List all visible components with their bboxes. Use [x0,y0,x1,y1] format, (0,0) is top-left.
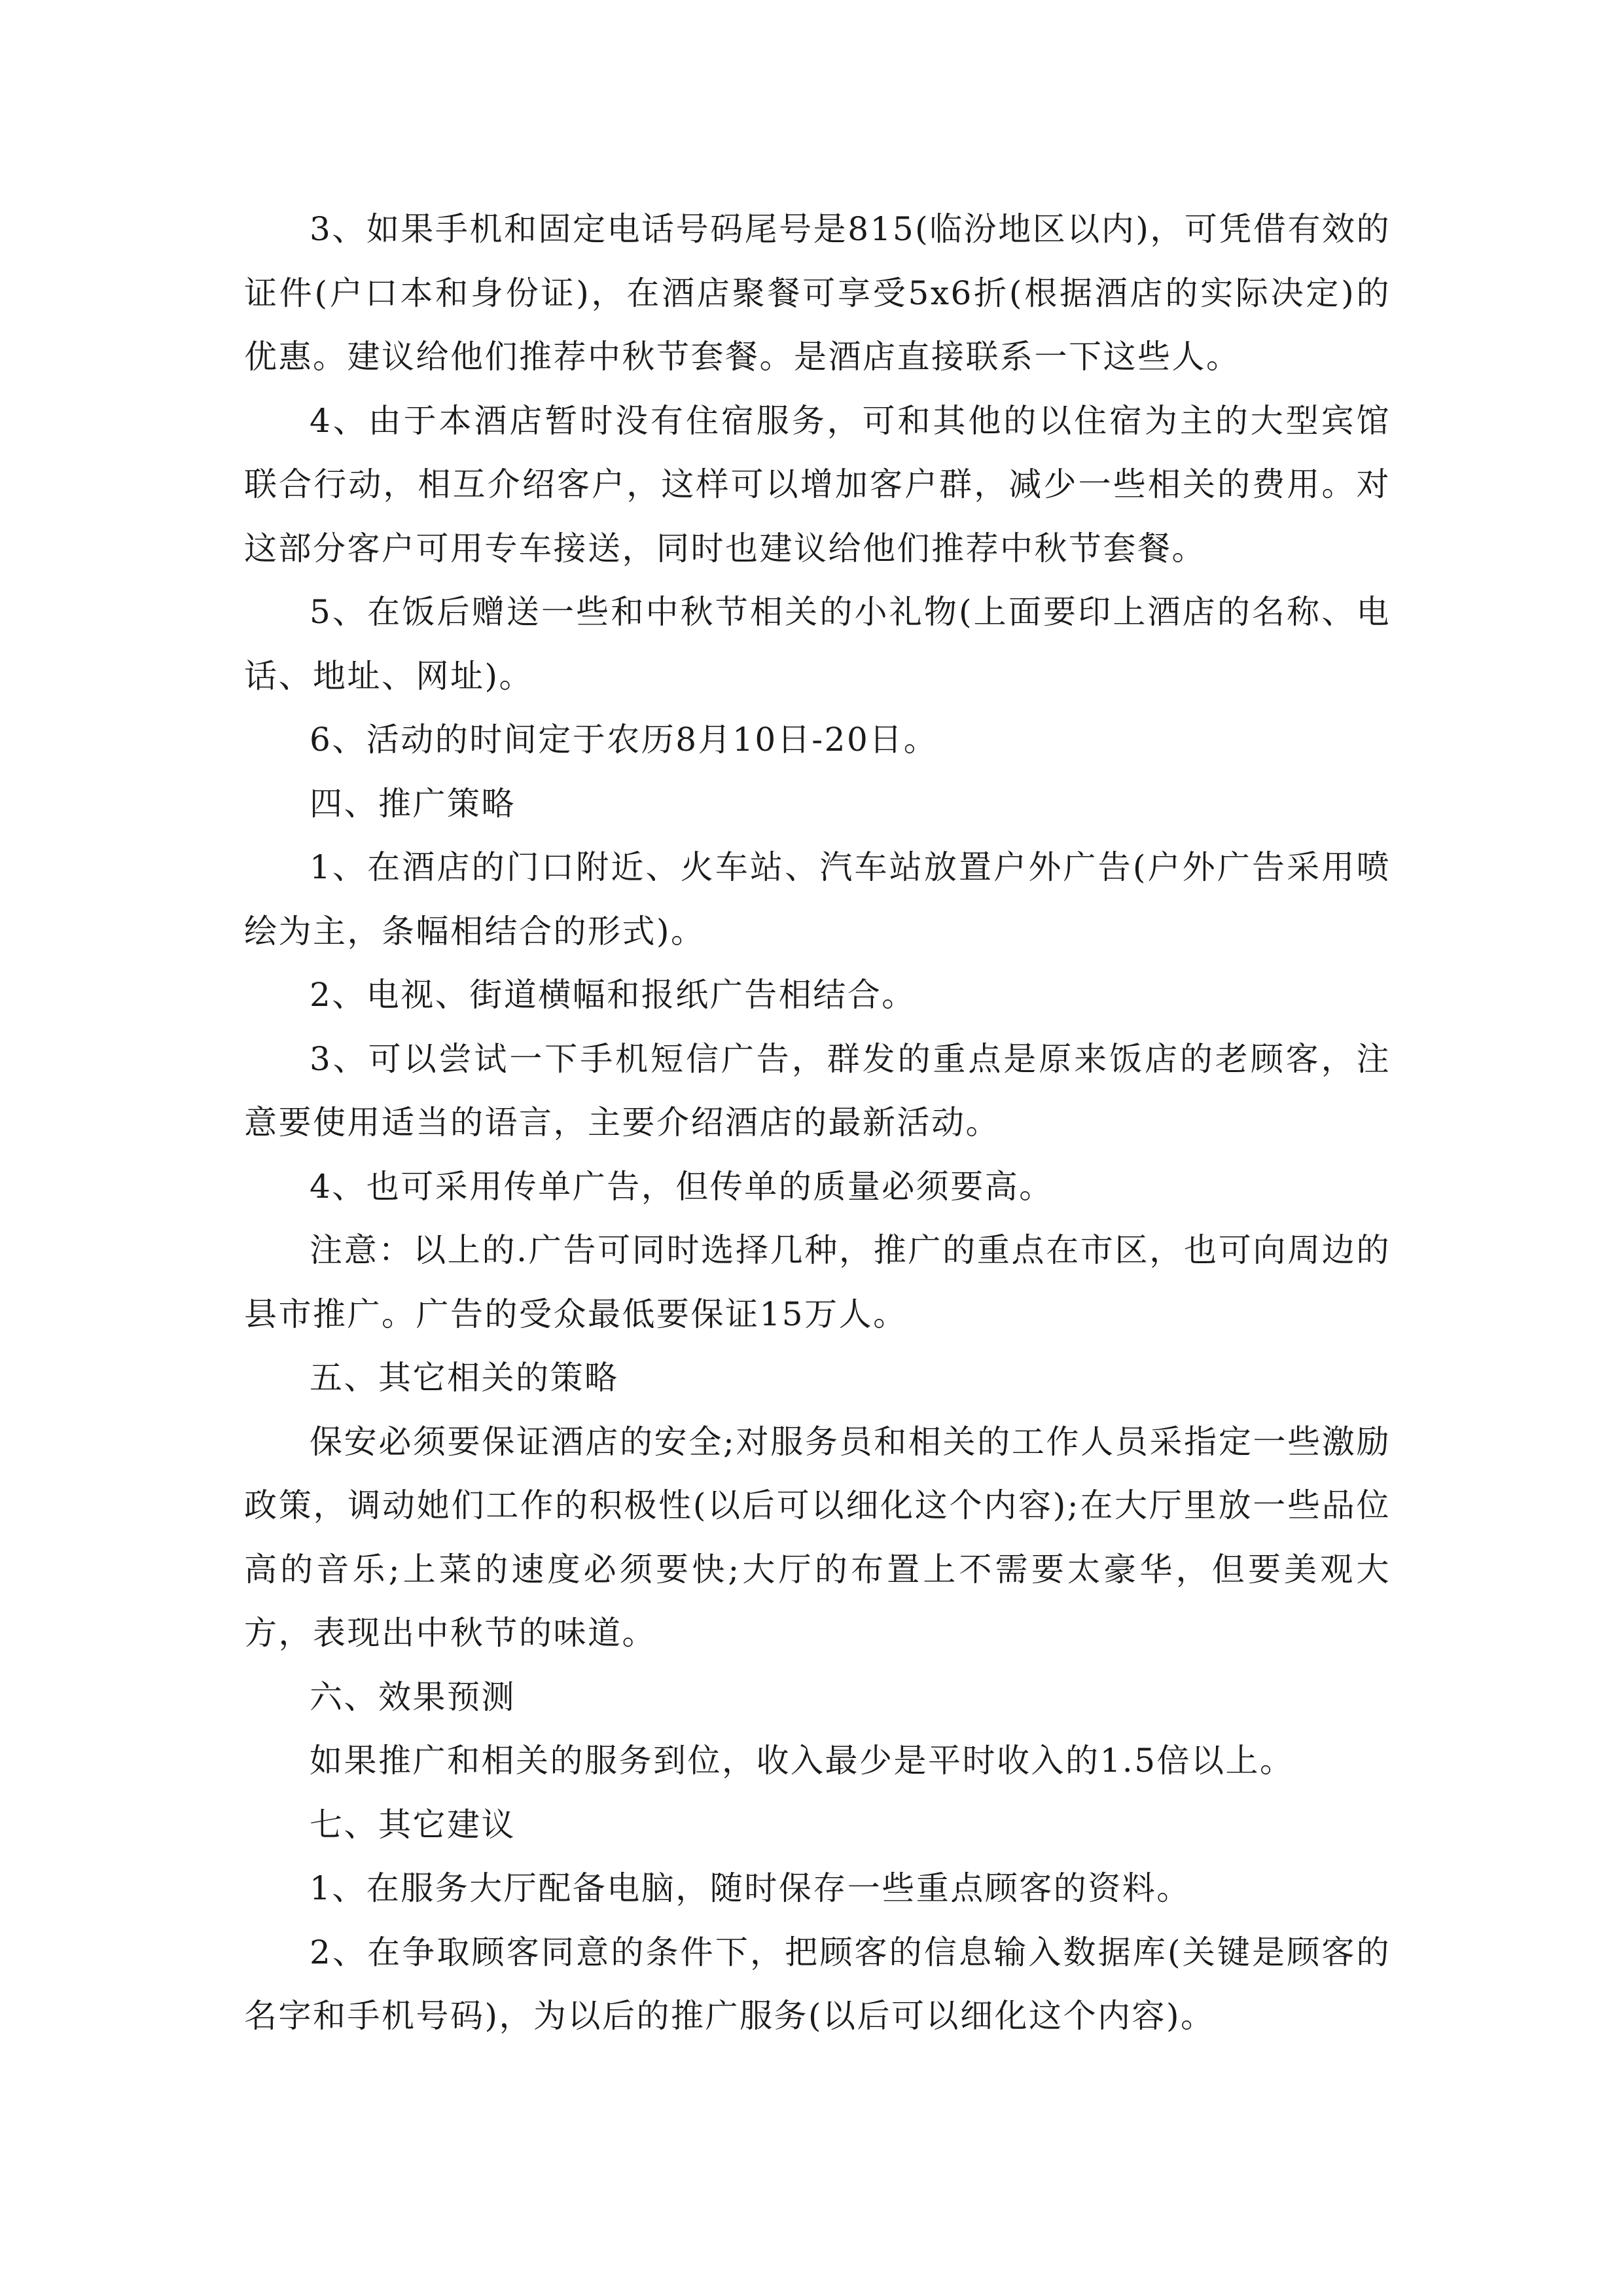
paragraph-security-service: 保安必须要保证酒店的安全;对服务员和相关的工作人员采指定一些激励政策，调动她们工作的积极性(以后可以细化这个内容);在大厅里放一些品位高的音乐;上菜的速度必须要快;大厅的布置上不需要太豪华，但要美观大方，表现出中秋节的味道。 [244,1422,1391,1652]
paragraph-sms-ads: 3、可以尝试一下手机短信广告，群发的重点是原来饭店的老顾客，注意要使用适当的语言，主要介绍酒店的最新活动。 [244,1039,1391,1141]
paragraph-event-time: 6、活动的时间定于农历8月10日-20日。 [310,721,938,759]
section-heading-effect-forecast: 六、效果预测 [310,1677,516,1716]
document-body [244,198,1391,2049]
paragraph-hotel-partnership: 4、由于本酒店暂时没有住宿服务，可和其他的以住宿为主的大型宾馆联合行动，相互介绍客户，这样可以增加客户群，减少一些相关的费用。对这部分客户可用专车接送，同时也建议给他们推荐中秋节套餐。 [244,401,1391,567]
paragraph-computer-suggestion: 1、在服务大厅配备电脑，随时保存一些重点顾客的资料。 [310,1869,1191,1907]
section-heading-other-suggestions: 七、其它建议 [310,1805,516,1844]
paragraph-flyer-ads: 4、也可采用传单广告，但传单的质量必须要高。 [310,1167,1054,1206]
paragraph-note: 注意：以上的.广告可同时选择几种，推广的重点在市区，也可向周边的县市推广。广告的受众最低要保证15万人。 [244,1231,1391,1333]
section-heading-promotion-strategy: 四、推广策略 [310,784,516,823]
paragraph-tv-ads: 2、电视、街道横幅和报纸广告相结合。 [310,976,916,1014]
paragraph-offer-phone-number: 3、如果手机和固定电话号码尾号是815(临汾地区以内)，可凭借有效的证件(户口本和身份证)，在酒店聚餐可享受5x6折(根据酒店的实际决定)的优惠。建议给他们推荐中秋节套餐。是酒店直接联系一下这些人。 [244,210,1391,376]
section-heading-other-strategies: 五、其它相关的策略 [310,1359,619,1397]
paragraph-gift: 5、在饭后赠送一些和中秋节相关的小礼物(上面要印上酒店的名称、电话、地址、网址)。 [244,593,1391,695]
paragraph-revenue-forecast: 如果推广和相关的服务到位，收入最少是平时收入的1.5倍以上。 [310,1742,1294,1780]
paragraph-database-suggestion: 2、在争取顾客同意的条件下，把顾客的信息输入数据库(关键是顾客的名字和手机号码)，为以后的推广服务(以后可以细化这个内容)。 [244,1933,1391,2035]
paragraph-outdoor-ads: 1、在酒店的门口附近、火车站、汽车站放置户外广告(户外广告采用喷绘为主，条幅相结合的形式)。 [244,848,1391,950]
